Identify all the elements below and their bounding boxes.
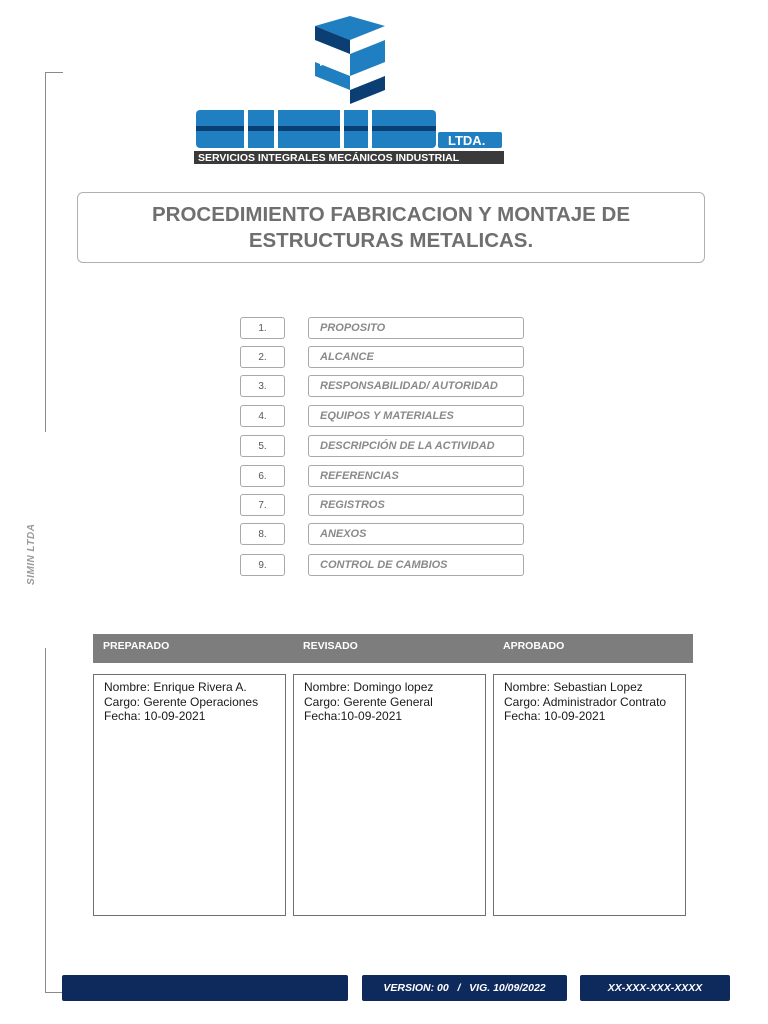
index-item <box>240 523 524 547</box>
prepared-header: PREPARADO <box>93 634 293 663</box>
index-item <box>240 346 524 370</box>
reviewed-box <box>293 674 486 916</box>
index-item <box>240 405 524 429</box>
footer-bar-blank <box>62 975 348 1001</box>
company-logo <box>190 14 510 169</box>
prepared-date: Fecha: 10-09-2021 <box>104 709 206 723</box>
reviewed-header: REVISADO <box>293 634 493 663</box>
logo-emblem-icon <box>315 16 385 104</box>
margin-line-top <box>45 72 46 432</box>
index-label: ALCANCE <box>308 346 524 368</box>
index-label: EQUIPOS Y MATERIALES <box>308 405 524 427</box>
index-label: CONTROL DE CAMBIOS <box>308 554 524 576</box>
margin-tick-top <box>45 72 63 73</box>
title-box <box>77 192 705 263</box>
prepared-name: Nombre: Enrique Rivera A. <box>104 680 247 694</box>
document-title: PROCEDIMIENTO FABRICACION Y MONTAJE DE ESTRUCTURAS METALICAS. <box>151 202 630 252</box>
approved-name: Nombre: Sebastian Lopez <box>504 680 643 694</box>
index-label: RESPONSABILIDAD/ AUTORIDAD <box>308 375 524 397</box>
index-item <box>240 554 524 578</box>
index-number: 7. <box>240 494 285 516</box>
prepared-box <box>93 674 286 916</box>
index-item <box>240 317 524 341</box>
index-number: 3. <box>240 375 285 397</box>
margin-tick-bottom <box>45 992 63 993</box>
index-number: 6. <box>240 465 285 487</box>
index-item <box>240 435 524 459</box>
index-number: 9. <box>240 554 285 576</box>
index-label: REGISTROS <box>308 494 524 516</box>
index-number: 4. <box>240 405 285 427</box>
approved-role: Cargo: Administrador Contrato <box>504 694 667 709</box>
index-label: ANEXOS <box>308 523 524 545</box>
footer-doc-code: XX-XXX-XXX-XXXX <box>580 975 730 1001</box>
approved-box <box>493 674 686 916</box>
footer-version: VERSION: 00 / VIG. 10/09/2022 <box>362 975 567 1001</box>
index-number: 1. <box>240 317 285 339</box>
logo-suffix: LTDA. <box>448 133 486 148</box>
approved-date: Fecha: 10-09-2021 <box>504 709 606 723</box>
index-label: PROPOSITO <box>308 317 524 339</box>
margin-line-bottom <box>45 648 46 992</box>
index-label: DESCRIPCIÓN DE LA ACTIVIDAD <box>308 435 524 457</box>
prepared-role: Cargo: Gerente Operaciones <box>104 694 259 709</box>
reviewed-date: Fecha:10-09-2021 <box>304 709 403 723</box>
reviewed-role: Cargo: Gerente General <box>304 694 433 709</box>
index-number: 5. <box>240 435 285 457</box>
logo-tagline: SERVICIOS INTEGRALES MECÁNICOS INDUSTRIAL <box>198 152 460 164</box>
index-number: 8. <box>240 523 285 545</box>
reviewed-name: Nombre: Domingo lopez <box>304 680 434 694</box>
side-company-label: SIMIN LTDA <box>26 523 37 585</box>
index-item <box>240 465 524 489</box>
index-number: 2. <box>240 346 285 368</box>
index-label: REFERENCIAS <box>308 465 524 487</box>
index-item <box>240 375 524 399</box>
approved-header: APROBADO <box>493 634 693 663</box>
index-item <box>240 494 524 518</box>
